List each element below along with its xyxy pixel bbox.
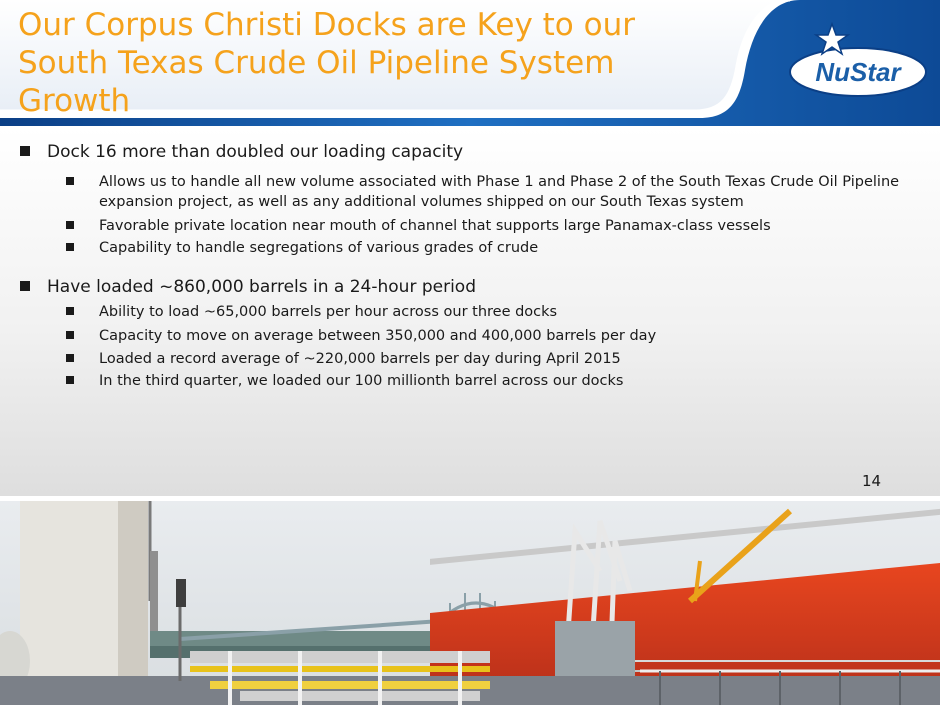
square-bullet-icon [20,281,30,291]
bullet-text: Dock 16 more than doubled our loading capacity [47,142,464,162]
bullet-text: In the third quarter, we loaded our 100 millionth barrel across our docks [99,373,624,389]
square-bullet-icon [66,243,74,251]
svg-text:NuStar: NuStar [815,57,901,87]
content-area [0,128,940,496]
header-band [0,0,940,122]
square-bullet-icon [66,354,74,362]
slide-title: Our Corpus Christi Docks are Key to our South Texas Crude Oil Pipeline System Growth [18,7,635,119]
bullet-text: Capacity to move on average between 350,000 and 400,000 barrels per day [99,328,657,344]
bullet-text: Capability to handle segregations of various grades of crude [99,240,539,256]
dock-photo [0,498,940,705]
square-bullet-icon [66,307,74,315]
square-bullet-icon [66,221,74,229]
dock-scene-illustration [0,501,940,705]
bullet-text: Ability to load ~65,000 barrels per hour across our three docks [99,304,558,320]
bullet-text: Loaded a record average of ~220,000 barrels per day during April 2015 [99,351,621,367]
square-bullet-icon [66,376,74,384]
square-bullet-icon [66,331,74,339]
square-bullet-icon [20,146,30,156]
page-number: 14 [862,472,882,490]
square-bullet-icon [66,177,74,185]
bullet-text: Favorable private location near mouth of channel that supports large Panamax-class vessels [99,218,771,234]
bullet-text: Have loaded ~860,000 barrels in a 24-hour period [47,277,477,297]
bullet-text: Allows us to handle all new volume associated with Phase 1 and Phase 2 of the South Texas Crude Oil Pipeline expansion project, as well as any additional volumes shipped on our South Texas system [99,174,900,210]
